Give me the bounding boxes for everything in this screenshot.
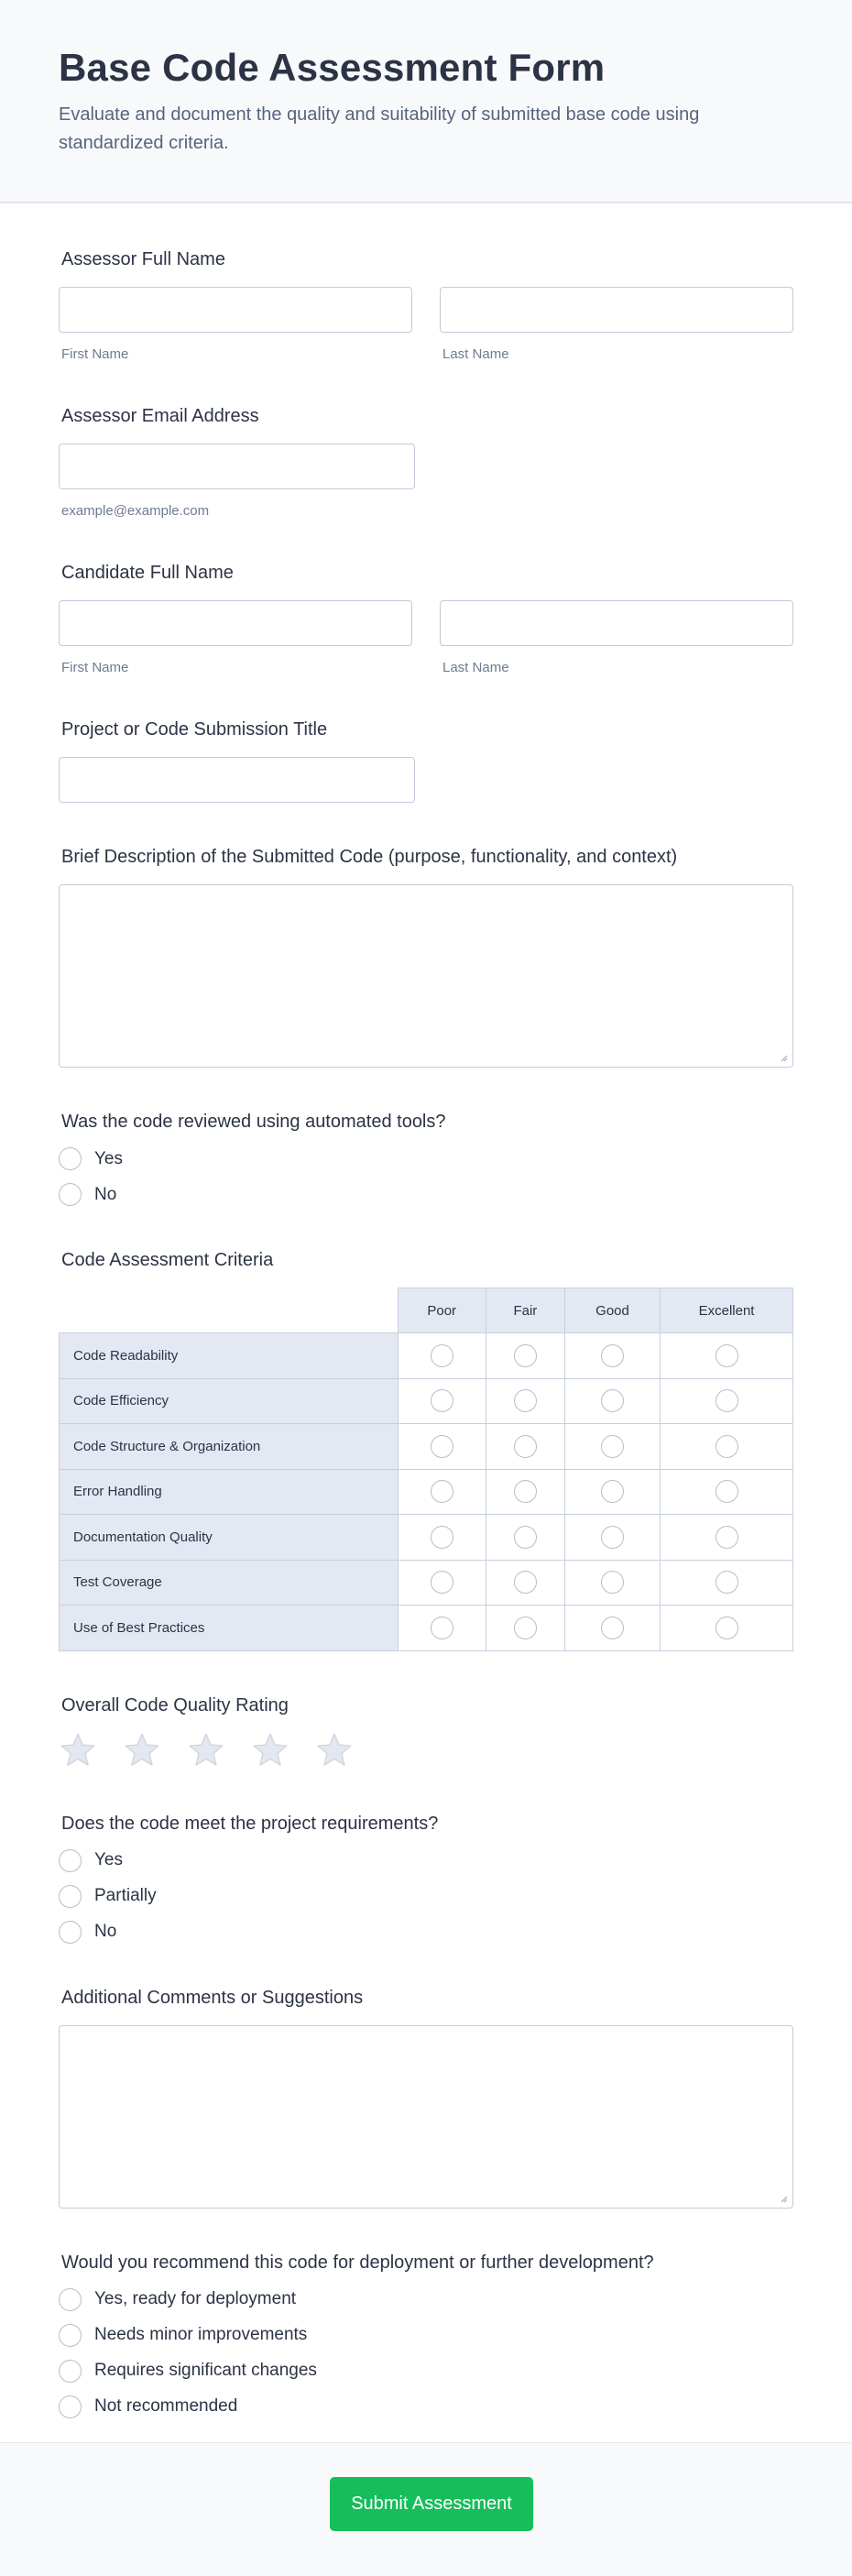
matrix-column-header: Good <box>564 1288 660 1333</box>
comments-textarea[interactable] <box>59 2025 793 2209</box>
matrix-row <box>60 1333 793 1379</box>
star-icon[interactable] <box>187 1731 225 1770</box>
matrix-cell <box>486 1515 564 1561</box>
option-label: Yes, ready for deployment <box>94 2289 297 2308</box>
radio-button[interactable] <box>59 1183 82 1206</box>
matrix-radio-button[interactable] <box>514 1389 537 1412</box>
form-footer <box>0 2442 852 2576</box>
matrix-cell <box>486 1469 564 1515</box>
matrix-row-label: Use of Best Practices <box>60 1606 399 1651</box>
matrix-radio-button[interactable] <box>715 1480 738 1503</box>
matrix-radio-button[interactable] <box>715 1389 738 1412</box>
project-title-label: Project or Code Submission Title <box>61 719 328 740</box>
code-description-field <box>59 847 793 1068</box>
option-label: Yes <box>94 1850 123 1869</box>
matrix-radio-button[interactable] <box>431 1435 453 1458</box>
matrix-row <box>60 1469 793 1515</box>
option-label: Yes <box>94 1148 123 1168</box>
recommend-option-significant[interactable] <box>59 2360 793 2383</box>
matrix-row-label: Code Structure & Organization <box>60 1424 399 1470</box>
candidate-name-label: Candidate Full Name <box>61 563 234 583</box>
matrix-cell <box>564 1424 660 1470</box>
matrix-cell <box>486 1424 564 1470</box>
matrix-cell <box>661 1606 793 1651</box>
matrix-cell <box>486 1378 564 1424</box>
option-label: Requires significant changes <box>94 2361 317 2380</box>
matrix-radio-button[interactable] <box>514 1526 537 1549</box>
recommend-option-not-recommended[interactable] <box>59 2395 793 2418</box>
matrix-cell <box>564 1378 660 1424</box>
radio-button[interactable] <box>59 2324 82 2347</box>
matrix-cell <box>486 1560 564 1606</box>
code-description-textarea[interactable] <box>59 884 793 1068</box>
assessor-name-label: Assessor Full Name <box>61 249 225 269</box>
matrix-cell <box>398 1515 486 1561</box>
matrix-cell <box>661 1378 793 1424</box>
matrix-row-label: Code Readability <box>60 1333 399 1379</box>
requirements-option-no[interactable] <box>59 1921 793 1944</box>
assessor-email-label: Assessor Email Address <box>61 406 259 426</box>
requirements-option-yes[interactable] <box>59 1849 793 1872</box>
matrix-cell <box>661 1515 793 1561</box>
assessor-first-name-input[interactable] <box>59 287 412 333</box>
matrix-cell <box>398 1606 486 1651</box>
matrix-cell <box>486 1606 564 1651</box>
option-label: No <box>94 1184 117 1204</box>
form-header <box>0 0 852 203</box>
matrix-cell <box>661 1560 793 1606</box>
matrix-cell <box>398 1560 486 1606</box>
resize-handle-icon[interactable] <box>779 2194 788 2203</box>
matrix-row <box>60 1424 793 1470</box>
radio-button[interactable] <box>59 1885 82 1908</box>
requirements-field <box>59 1814 793 1944</box>
matrix-radio-button[interactable] <box>431 1571 453 1594</box>
submit-button[interactable]: Submit Assessment <box>330 2477 533 2531</box>
matrix-radio-button[interactable] <box>514 1435 537 1458</box>
matrix-radio-button[interactable] <box>431 1480 453 1503</box>
matrix-cell <box>564 1560 660 1606</box>
requirements-options <box>59 1849 793 1944</box>
automated-tools-options <box>59 1147 793 1206</box>
matrix-corner <box>60 1288 399 1333</box>
assessor-first-name-sublabel: First Name <box>61 346 129 362</box>
matrix-radio-button[interactable] <box>601 1435 624 1458</box>
matrix-cell <box>398 1424 486 1470</box>
matrix-radio-button[interactable] <box>601 1617 624 1639</box>
matrix-radio-button[interactable] <box>601 1526 624 1549</box>
matrix-cell <box>398 1333 486 1379</box>
star-rating <box>59 1731 793 1770</box>
assessor-email-sublabel: example@example.com <box>61 503 210 519</box>
comments-label: Additional Comments or Suggestions <box>61 1987 364 2008</box>
assessor-email-input[interactable] <box>59 444 415 489</box>
matrix-cell <box>564 1515 660 1561</box>
matrix-row-label: Test Coverage <box>60 1560 399 1606</box>
matrix-radio-button[interactable] <box>514 1571 537 1594</box>
assessor-last-name-sublabel: Last Name <box>442 346 509 362</box>
matrix-radio-button[interactable] <box>514 1617 537 1639</box>
star-icon[interactable] <box>251 1731 289 1770</box>
recommend-option-minor[interactable] <box>59 2324 793 2347</box>
radio-button[interactable] <box>59 2395 82 2418</box>
option-label: Not recommended <box>94 2396 238 2416</box>
matrix-radio-button[interactable] <box>431 1617 453 1639</box>
form-content <box>0 249 852 2418</box>
radio-button[interactable] <box>59 2288 82 2311</box>
matrix-radio-button[interactable] <box>601 1344 624 1367</box>
matrix-cell <box>564 1469 660 1515</box>
form-title: Base Code Assessment Form <box>59 46 606 89</box>
matrix-row <box>60 1606 793 1651</box>
form-description: Evaluate and document the quality and suitability of submitted base code using standardized criteria. <box>59 104 700 153</box>
automated-tools-option-no[interactable] <box>59 1183 793 1206</box>
matrix-row-label: Error Handling <box>60 1469 399 1515</box>
candidate-name-field <box>59 563 793 675</box>
matrix-row-label: Documentation Quality <box>60 1515 399 1561</box>
matrix-radio-button[interactable] <box>715 1526 738 1549</box>
matrix-radio-button[interactable] <box>431 1526 453 1549</box>
automated-tools-option-yes[interactable] <box>59 1147 793 1170</box>
radio-button[interactable] <box>59 1147 82 1170</box>
matrix-cell <box>661 1424 793 1470</box>
matrix-radio-button[interactable] <box>514 1344 537 1367</box>
recommend-options <box>59 2288 793 2418</box>
matrix-radio-button[interactable] <box>601 1389 624 1412</box>
recommend-label: Would you recommend this code for deployment or further development? <box>61 2252 654 2273</box>
automated-tools-label: Was the code reviewed using automated tools? <box>61 1112 446 1132</box>
matrix-cell <box>564 1333 660 1379</box>
recommend-field <box>59 2253 793 2418</box>
matrix-radio-button[interactable] <box>601 1571 624 1594</box>
candidate-first-name-input[interactable] <box>59 600 412 646</box>
matrix-cell <box>398 1378 486 1424</box>
matrix-radio-button[interactable] <box>715 1571 738 1594</box>
matrix-radio-button[interactable] <box>601 1480 624 1503</box>
radio-button[interactable] <box>59 1921 82 1944</box>
option-label: Partially <box>94 1886 157 1905</box>
code-description-label: Brief Description of the Submitted Code (purpose, functionality, and context) <box>61 847 678 867</box>
criteria-field <box>59 1250 793 1651</box>
matrix-cell <box>398 1469 486 1515</box>
star-icon[interactable] <box>123 1731 161 1770</box>
star-icon[interactable] <box>315 1731 354 1770</box>
matrix-row <box>60 1515 793 1561</box>
matrix-radio-button[interactable] <box>715 1435 738 1458</box>
resize-handle-icon[interactable] <box>779 1053 788 1062</box>
candidate-first-name-sublabel: First Name <box>61 660 129 675</box>
assessor-last-name-input[interactable] <box>440 287 793 333</box>
candidate-last-name-input[interactable] <box>440 600 793 646</box>
recommend-option-ready[interactable] <box>59 2288 793 2311</box>
matrix-column-header: Fair <box>486 1288 564 1333</box>
assessor-email-field <box>59 406 793 519</box>
star-icon[interactable] <box>59 1731 97 1770</box>
matrix-column-header: Excellent <box>661 1288 793 1333</box>
requirements-option-partially[interactable] <box>59 1885 793 1908</box>
matrix-row-label: Code Efficiency <box>60 1378 399 1424</box>
matrix-radio-button[interactable] <box>514 1480 537 1503</box>
matrix-column-header: Poor <box>398 1288 486 1333</box>
comments-field <box>59 1988 793 2209</box>
criteria-matrix <box>59 1288 793 1651</box>
assessor-name-field <box>59 249 793 362</box>
rating-field <box>59 1695 793 1770</box>
option-label: Needs minor improvements <box>94 2325 308 2344</box>
matrix-radio-button[interactable] <box>431 1344 453 1367</box>
matrix-cell <box>486 1333 564 1379</box>
matrix-cell <box>661 1469 793 1515</box>
criteria-label: Code Assessment Criteria <box>61 1250 274 1270</box>
radio-button[interactable] <box>59 1849 82 1872</box>
matrix-radio-button[interactable] <box>431 1389 453 1412</box>
radio-button[interactable] <box>59 2360 82 2383</box>
matrix-cell <box>564 1606 660 1651</box>
automated-tools-field <box>59 1112 793 1206</box>
rating-label: Overall Code Quality Rating <box>61 1694 289 1716</box>
requirements-label: Does the code meet the project requirements? <box>61 1813 439 1834</box>
project-title-input[interactable] <box>59 757 415 803</box>
candidate-last-name-sublabel: Last Name <box>442 660 509 675</box>
matrix-row <box>60 1378 793 1424</box>
matrix-radio-button[interactable] <box>715 1344 738 1367</box>
project-title-field <box>59 719 793 803</box>
matrix-row <box>60 1560 793 1606</box>
matrix-radio-button[interactable] <box>715 1617 738 1639</box>
matrix-cell <box>661 1333 793 1379</box>
option-label: No <box>94 1922 117 1941</box>
